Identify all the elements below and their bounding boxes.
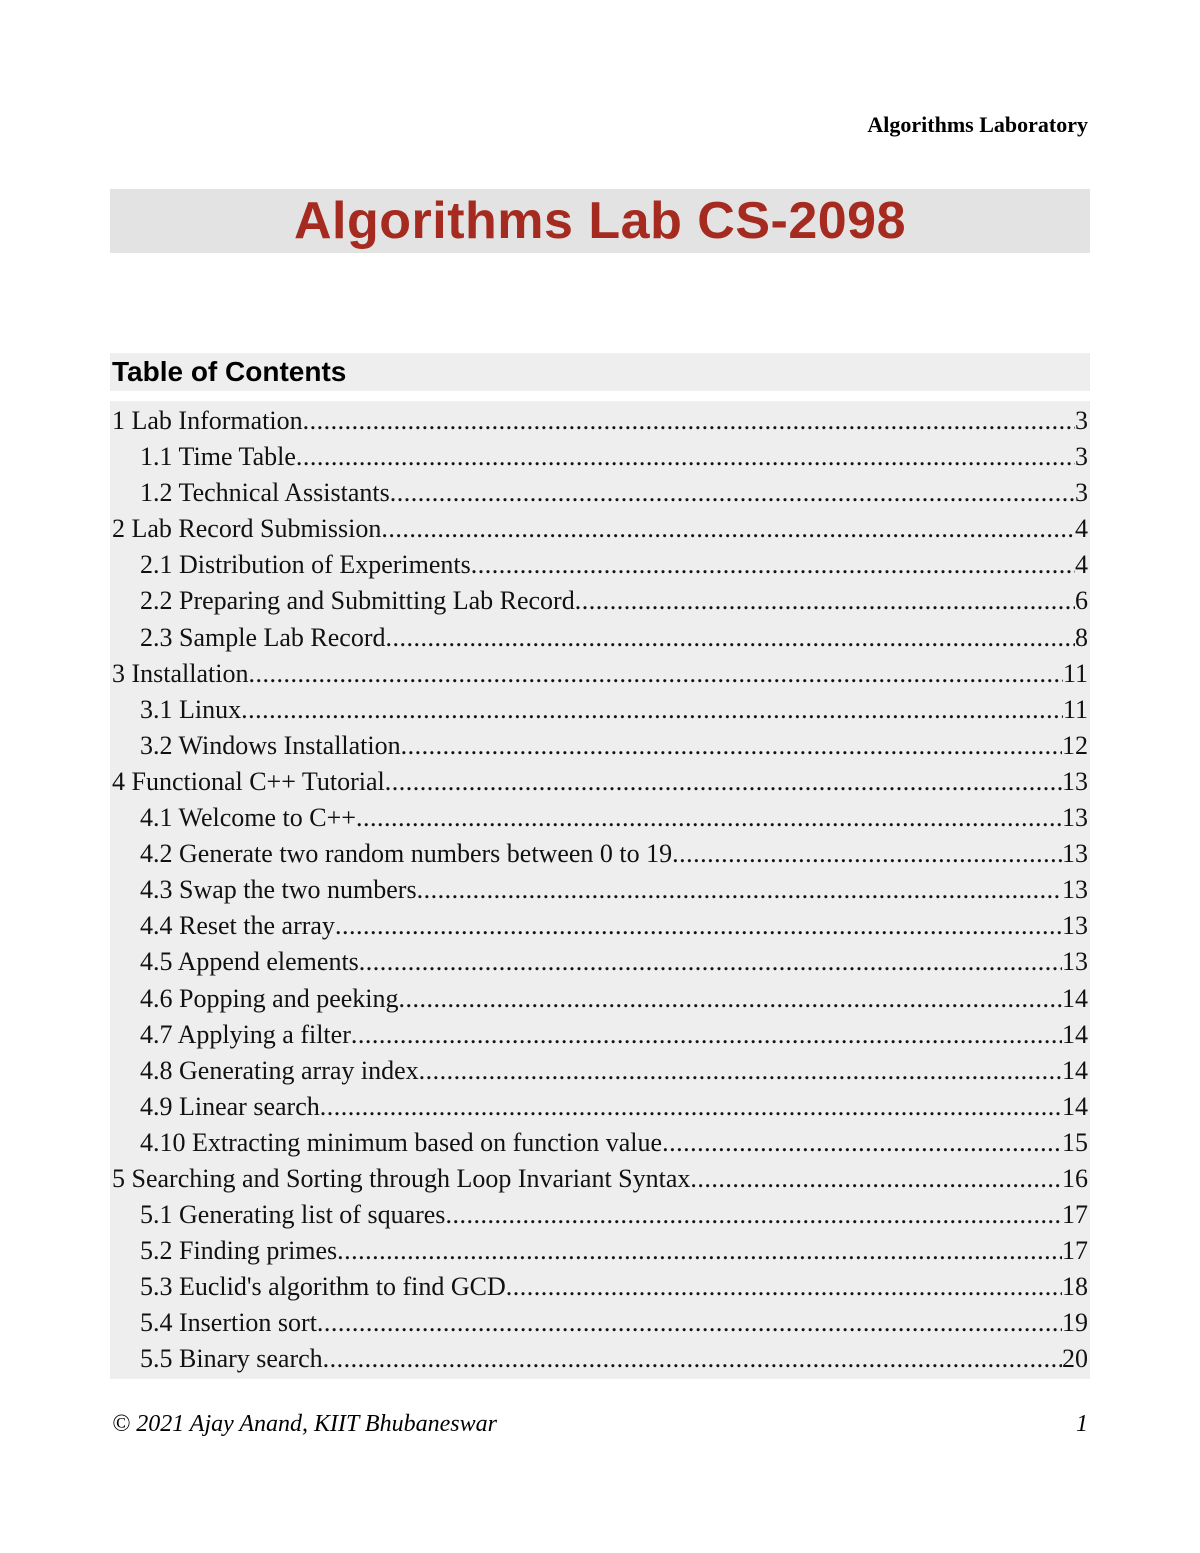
toc-dot-leader — [419, 1053, 1062, 1089]
toc-subsection-link[interactable] — [110, 981, 1090, 1017]
toc-dot-leader — [506, 1269, 1062, 1305]
toc-entry-page: 17 — [1062, 1200, 1088, 1230]
toc-entry-page: 14 — [1062, 1055, 1088, 1085]
toc-dot-leader — [323, 1341, 1062, 1377]
toc-entry-label: 4.6 Popping and peeking — [140, 983, 399, 1013]
toc-section-link[interactable] — [110, 764, 1090, 800]
toc-entry-label: 5.5 Binary search — [140, 1344, 323, 1374]
toc-entry-label: 2 Lab Record Submission — [112, 514, 382, 544]
toc-dot-leader — [248, 656, 1062, 692]
toc-dot-leader — [471, 547, 1075, 583]
document-title: Algorithms Lab CS-2098 — [293, 192, 907, 250]
toc-entry-page: 8 — [1075, 622, 1088, 652]
toc-entry-label: 3 Installation — [112, 658, 249, 688]
toc-entry-label: 5.4 Insertion sort — [140, 1308, 317, 1338]
toc-dot-leader — [445, 1197, 1062, 1233]
toc-entry-page: 11 — [1062, 658, 1088, 688]
toc-dot-leader — [390, 475, 1075, 511]
toc-entry-label: 5.3 Euclid's algorithm to find GCD — [140, 1272, 506, 1302]
toc-subsection-link[interactable] — [110, 547, 1090, 583]
toc-entry-page: 15 — [1062, 1127, 1088, 1157]
toc-entry-label: 4 Functional C++ Tutorial — [112, 766, 385, 796]
toc-entry-page: 3 — [1075, 442, 1088, 472]
toc-dot-leader — [399, 981, 1062, 1017]
toc-entry-label: 3.1 Linux — [140, 694, 242, 724]
toc-subsection-link[interactable] — [110, 475, 1090, 511]
toc-section-link[interactable] — [110, 511, 1090, 547]
toc-entry-page: 13 — [1062, 766, 1088, 796]
toc-entry-label: 2.2 Preparing and Submitting Lab Record — [140, 586, 575, 616]
toc-dot-leader — [335, 908, 1062, 944]
toc-subsection-link[interactable] — [110, 1017, 1090, 1053]
toc-dot-leader — [359, 944, 1062, 980]
toc-subsection-link[interactable] — [110, 583, 1090, 619]
toc-entry-label: 2.3 Sample Lab Record — [140, 622, 386, 652]
toc-dot-leader — [337, 1233, 1062, 1269]
toc-entry-page: 16 — [1062, 1163, 1088, 1193]
toc-subsection-link[interactable] — [110, 1053, 1090, 1089]
toc-dot-leader — [417, 872, 1062, 908]
toc-subsection-link[interactable] — [110, 800, 1090, 836]
toc-entry-page: 17 — [1062, 1236, 1088, 1266]
toc-entry-label: 4.3 Swap the two numbers — [140, 875, 417, 905]
toc-subsection-link[interactable] — [110, 908, 1090, 944]
toc-entry-page: 3 — [1075, 406, 1088, 435]
toc-entry-label: 4.10 Extracting minimum based on function value — [140, 1127, 663, 1157]
toc-entry-label: 4.9 Linear search — [140, 1091, 320, 1121]
toc-dot-leader — [672, 836, 1062, 872]
toc-entry-label: 4.5 Append elements — [140, 947, 359, 977]
toc-subsection-link[interactable] — [110, 1197, 1090, 1233]
toc-dot-leader — [351, 1017, 1062, 1053]
toc-subsection-link[interactable] — [110, 1305, 1090, 1341]
toc-entry-label: 2.1 Distribution of Experiments — [140, 550, 471, 580]
toc-entry-page: 13 — [1062, 875, 1088, 905]
toc-entry-page: 13 — [1062, 803, 1088, 833]
toc-entry-label: 5.1 Generating list of squares — [140, 1200, 446, 1230]
toc-entry-page: 19 — [1062, 1308, 1088, 1338]
toc-entry-label: 1.2 Technical Assistants — [140, 478, 390, 508]
toc-entry-page: 3 — [1075, 478, 1088, 508]
toc-entry-label: 4.4 Reset the array — [140, 911, 335, 941]
table-of-contents — [110, 401, 1090, 1379]
toc-section-link[interactable] — [110, 403, 1090, 439]
toc-subsection-link[interactable] — [110, 1125, 1090, 1161]
toc-entry-page: 4 — [1075, 550, 1088, 580]
toc-dot-leader — [385, 764, 1062, 800]
toc-dot-leader — [317, 1305, 1062, 1341]
toc-entry-page: 13 — [1062, 839, 1088, 869]
page-number: 1 — [1076, 1411, 1088, 1437]
toc-entry-label: 4.7 Applying a filter — [140, 1019, 351, 1049]
toc-dot-leader — [356, 800, 1062, 836]
toc-subsection-link[interactable] — [110, 872, 1090, 908]
toc-subsection-link[interactable] — [110, 1233, 1090, 1269]
toc-subsection-link[interactable] — [110, 944, 1090, 980]
toc-entry-page: 20 — [1062, 1344, 1088, 1374]
toc-heading: Table of Contents — [112, 356, 347, 387]
toc-dot-leader — [662, 1125, 1062, 1161]
toc-subsection-link[interactable] — [110, 728, 1090, 764]
toc-entry-label: 4.1 Welcome to C++ — [140, 803, 356, 833]
toc-entry-label: 1.1 Time Table — [140, 442, 296, 472]
toc-dot-leader — [690, 1161, 1062, 1197]
toc-dot-leader — [241, 692, 1063, 728]
toc-dot-leader — [320, 1089, 1062, 1125]
toc-dot-leader — [381, 511, 1075, 547]
toc-entry-page: 13 — [1062, 947, 1088, 977]
toc-entry-page: 11 — [1062, 694, 1088, 724]
toc-entry-page: 14 — [1062, 1019, 1088, 1049]
toc-entry-label: 3.2 Windows Installation — [140, 730, 401, 760]
toc-section-link[interactable] — [110, 656, 1090, 692]
toc-entry-page: 4 — [1075, 514, 1088, 544]
toc-dot-leader — [401, 728, 1062, 764]
toc-dot-leader — [303, 403, 1075, 439]
toc-subsection-link[interactable] — [110, 1269, 1090, 1305]
toc-entry-page: 12 — [1062, 730, 1088, 760]
toc-subsection-link[interactable] — [110, 836, 1090, 872]
toc-entry-label: 4.8 Generating array index — [140, 1055, 419, 1085]
page-footer — [112, 1411, 1088, 1438]
toc-subsection-link[interactable] — [110, 439, 1090, 475]
toc-entry-label: 4.2 Generate two random numbers between 0 to 19 — [140, 839, 673, 869]
toc-entry-label: 5 Searching and Sorting through Loop Invariant Syntax — [112, 1163, 691, 1193]
toc-subsection-link[interactable] — [110, 1341, 1090, 1377]
title-band — [110, 189, 1090, 253]
copyright-notice: © 2021 Ajay Anand, KIIT Bhubaneswar — [112, 1411, 497, 1437]
toc-dot-leader — [296, 439, 1075, 475]
toc-entry-page: 18 — [1062, 1272, 1088, 1302]
running-header: Algorithms Laboratory — [867, 112, 1088, 137]
toc-heading-band — [110, 353, 1090, 391]
toc-entry-label: 1 Lab Information — [112, 406, 303, 435]
toc-entry-page: 13 — [1062, 911, 1088, 941]
toc-entry-page: 14 — [1062, 983, 1088, 1013]
toc-dot-leader — [575, 583, 1075, 619]
toc-subsection-link[interactable] — [110, 620, 1090, 656]
toc-subsection-link[interactable] — [110, 1089, 1090, 1125]
toc-section-link[interactable] — [110, 1161, 1090, 1197]
toc-subsection-link[interactable] — [110, 692, 1090, 728]
toc-entry-page: 6 — [1075, 586, 1088, 616]
toc-entry-page: 14 — [1062, 1091, 1088, 1121]
toc-dot-leader — [386, 620, 1076, 656]
toc-entry-label: 5.2 Finding primes — [140, 1236, 338, 1266]
